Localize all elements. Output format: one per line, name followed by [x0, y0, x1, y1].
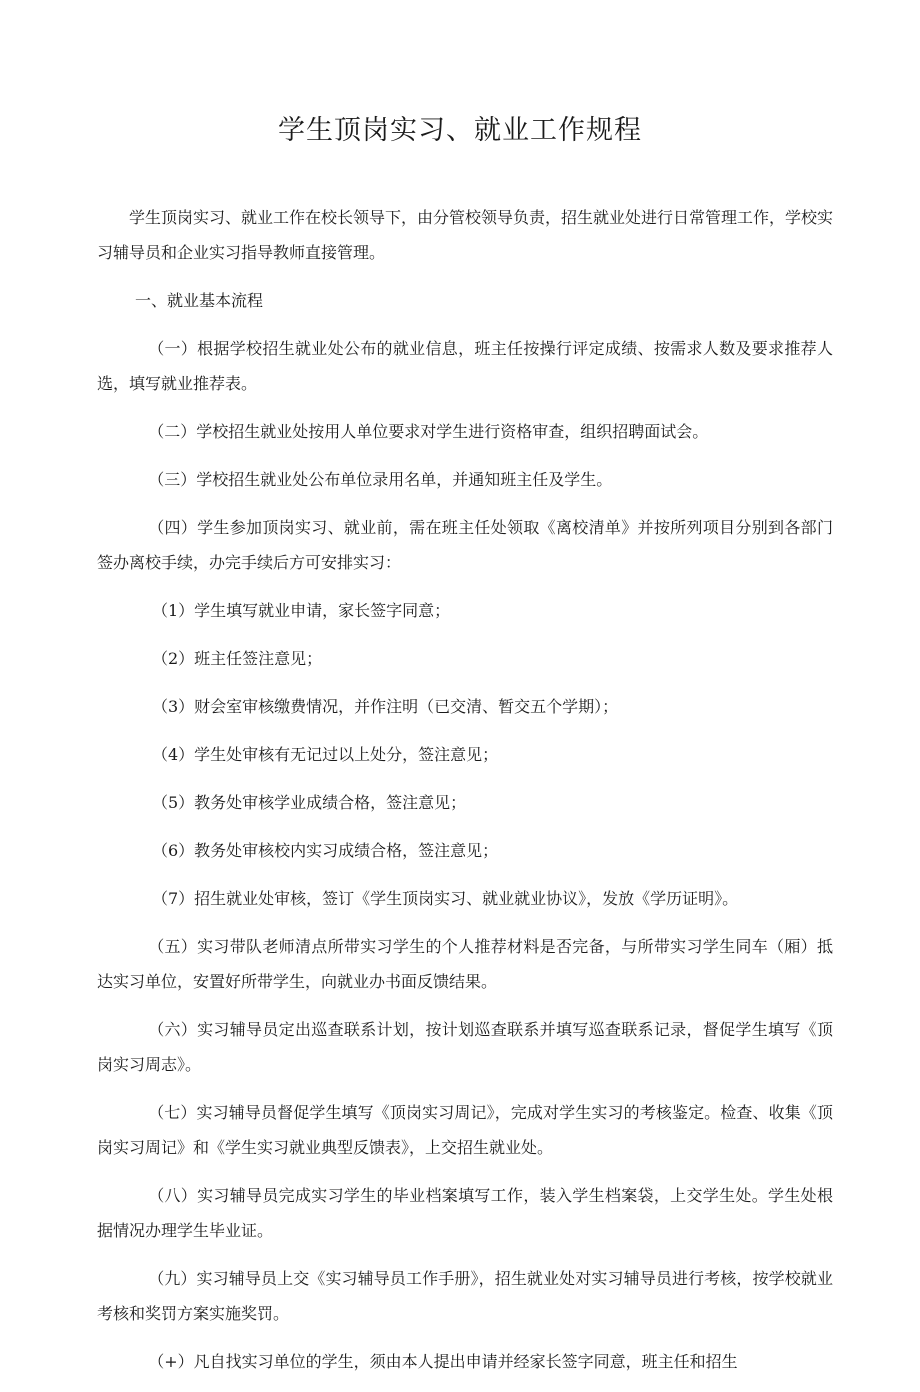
list-item: （1）学生填写就业申请，家长签字同意； — [152, 601, 451, 620]
list-item: （5）教务处审核学业成绩合格，签注意见； — [152, 793, 467, 812]
list-item: （2）班主任签注意见； — [152, 649, 323, 668]
paragraph-9: （九）实习辅导员上交《实习辅导员工作手册》，招生就业处对实习辅导员进行考核，按学校就业考核和奖罚方案实施奖罚。 — [97, 1269, 833, 1323]
paragraph-4: （四）学生参加顶岗实习、就业前，需在班主任处领取《离校清单》并按所列项目分别到各部门签办离校手续，办完手续后方可安排实习： — [97, 518, 833, 572]
paragraph-6: （六）实习辅导员定出巡查联系计划，按计划巡查联系并填写巡查联系记录，督促学生填写《顶岗实习周志》。 — [97, 1020, 833, 1074]
paragraph-5: （五）实习带队老师清点所带实习学生的个人推荐材料是否完备，与所带实习学生同车（厢）抵达实习单位，安置好所带学生，向就业办书面反馈结果。 — [97, 937, 833, 991]
paragraph-7: （七）实习辅导员督促学生填写《顶岗实习周记》，完成对学生实习的考核鉴定。检查、收集《顶岗实习周记》和《学生实习就业典型反馈表》，上交招生就业处。 — [97, 1103, 833, 1157]
paragraph-2: （二）学校招生就业处按用人单位要求对学生进行资格审查，组织招聘面试会。 — [148, 422, 709, 441]
paragraph-3: （三）学校招生就业处公布单位录用名单，并通知班主任及学生。 — [148, 470, 613, 489]
section-heading: 一、就业基本流程 — [135, 291, 264, 310]
paragraph-8: （八）实习辅导员完成实习学生的毕业档案填写工作，装入学生档案袋，上交学生处。学生处根据情况办理学生毕业证。 — [97, 1186, 833, 1240]
paragraph-10: （+）凡自找实习单位的学生，须由本人提出申请并经家长签字同意，班主任和招生 — [148, 1352, 738, 1371]
list-item: （4）学生处审核有无记过以上处分，签注意见； — [152, 745, 499, 764]
list-item: （7）招生就业处审核，签订《学生顶岗实习、就业就业协议》，发放《学历证明》。 — [152, 889, 739, 908]
intro-paragraph: 学生顶岗实习、就业工作在校长领导下，由分管校领导负责，招生就业处进行日常管理工作，学校实习辅导员和企业实习指导教师直接管理。 — [97, 208, 834, 262]
list-item: （6）教务处审核校内实习成绩合格，签注意见； — [152, 841, 499, 860]
document-body — [97, 200, 833, 1392]
list-item: （3）财会室审核缴费情况，并作注明（已交清、暂交五个学期）； — [152, 697, 619, 716]
paragraph-1: （一）根据学校招生就业处公布的就业信息，班主任按操行评定成绩、按需求人数及要求推荐人选，填写就业推荐表。 — [97, 339, 833, 393]
document-title: 学生顶岗实习、就业工作规程 — [278, 115, 642, 146]
